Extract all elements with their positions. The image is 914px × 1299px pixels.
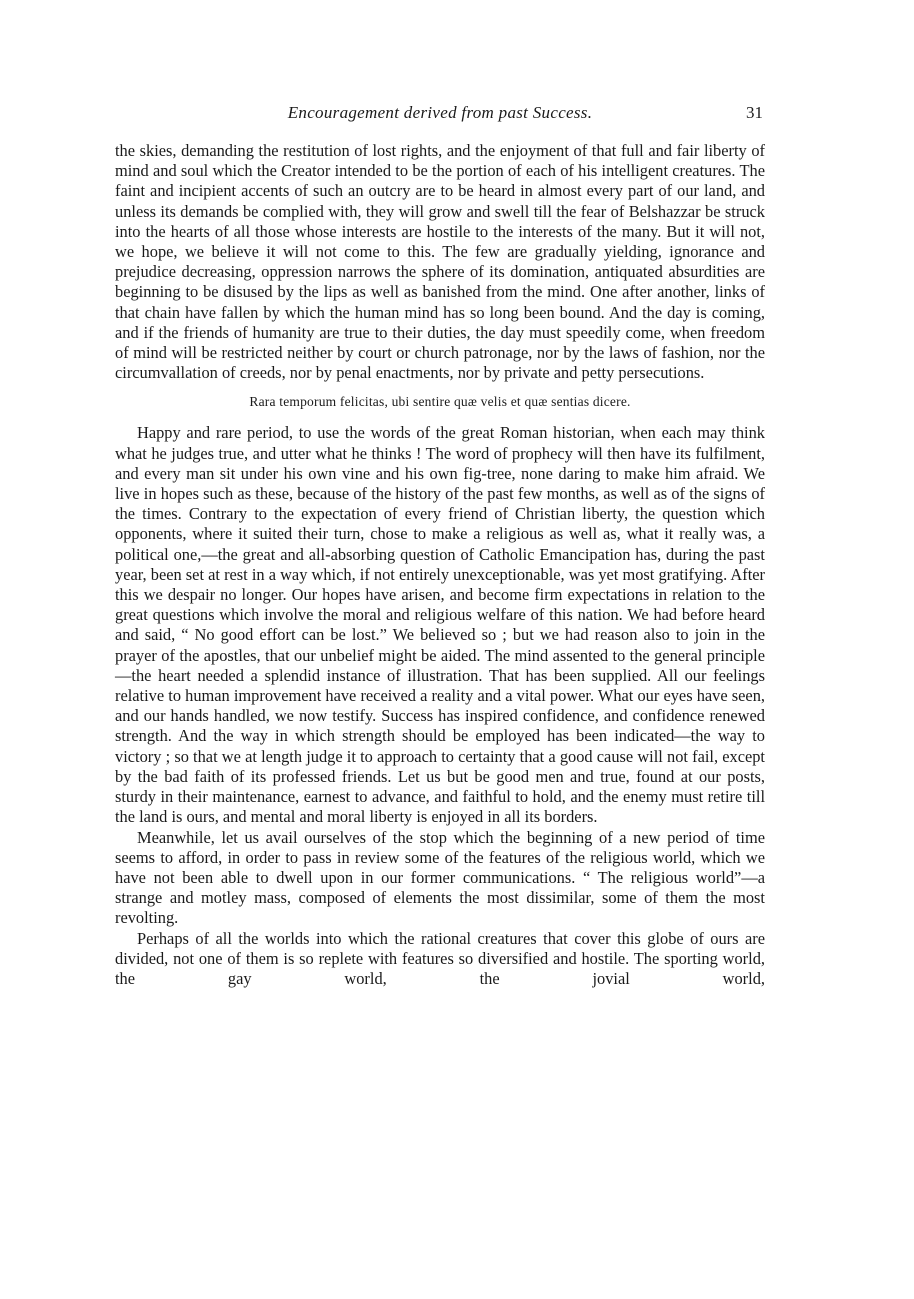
page-number: 31 <box>746 103 763 122</box>
book-page <box>115 103 765 989</box>
paragraph-perhaps: Perhaps of all the worlds into which the rational creatures that cover this globe of ours are divided, not one of them is so replete with features so diversified and hostile. The sporting world, the gay world, the jovial world, <box>115 928 765 988</box>
paragraph-continuation: the skies, demanding the restitution of lost rights, and the enjoyment of that full and fair liberty of mind and soul which the Creator intended to be the portion of each of his intelligent creatures. The faint and incipient accents of such an outcry are to be heard in almost every part of our land, and unless its demands be complied with, they will grow and swell till the fear of Belshazzar be struck into the hearts of all those whose interests are hostile to the interests of the many. But it will not, we hope, we believe it will not come to this. The few are gradually yielding, ignorance and prejudice decreasing, oppression narrows the sphere of its domination, antiquated absurdities are beginning to be disused by the lips as well as banished from the mind. One after another, links of that chain have fallen by which the human mind has so long been bound. And the day is coming, and if the friends of humanity are true to their duties, the day must speedily come, when freedom of mind will be restricted neither by court or church patronage, nor by the laws of fashion, nor the circumvallation of creeds, nor by penal enactments, nor by private and petty persecutions. <box>115 141 765 383</box>
paragraph-meanwhile: Meanwhile, let us avail ourselves of the stop which the beginning of a new period of time seems to afford, in order to pass in review some of the features of the religious world, which we have not been able to dwell upon in our former communications. “ The religious world”—a strange and motley mass, composed of elements the most dissimilar, some of them the most revolting. <box>115 827 765 928</box>
running-title: Encouragement derived from past Success. <box>287 103 593 122</box>
paragraph-happy-and-rare-period: Happy and rare period, to use the words of the great Roman historian, when each may think what he judges true, and utter what he thinks ! The word of prophecy will then have its fulfilment, and every man sit under his own vine and his own fig-tree, none daring to make him afraid. We live in hopes such as these, because of the history of the past few months, as well as of the signs of the times. Contrary to the expectation of every friend of Christian liberty, the question which opponents, where it suited their turn, chose to make a religious as well as, what it really was, a political one,—the great and all-absorbing question of Catholic Emancipation has, during the past year, been set at rest in a way which, if not entirely unexceptionable, was yet most gratifying. After this we despair no longer. Our hopes have arisen, and become firm expectations in relation to the great questions which involve the moral and religious welfare of this nation. We had before heard and said, “ No good effort can be lost.” We believed so ; but we had reason also to join in the prayer of the apostles, that our unbelief might be aided. The mind assented to the general principle—the heart needed a splendid instance of illustration. That has been supplied. All our feelings relative to human improvement have received a reality and a vital power. What our eyes have seen, and our hands handled, we now testify. Success has inspired confidence, and confidence renewed strength. And the way in which strength should be employed has been indicated—the way to victory ; so that we at length judge it to approach to certainty that a good cause will not fail, except by the bad faith of its professed friends. Let us but be good men and true, found at our posts, sturdy in their maintenance, earnest to advance, and faithful to hold, and the enemy must retire till the land is ours, and mental and moral liberty is enjoyed in all its borders. <box>115 423 765 827</box>
latin-quotation: Rara temporum felicitas, ubi sentire quæ velis et quæ sentias dicere. <box>249 394 631 410</box>
running-head <box>115 103 765 125</box>
